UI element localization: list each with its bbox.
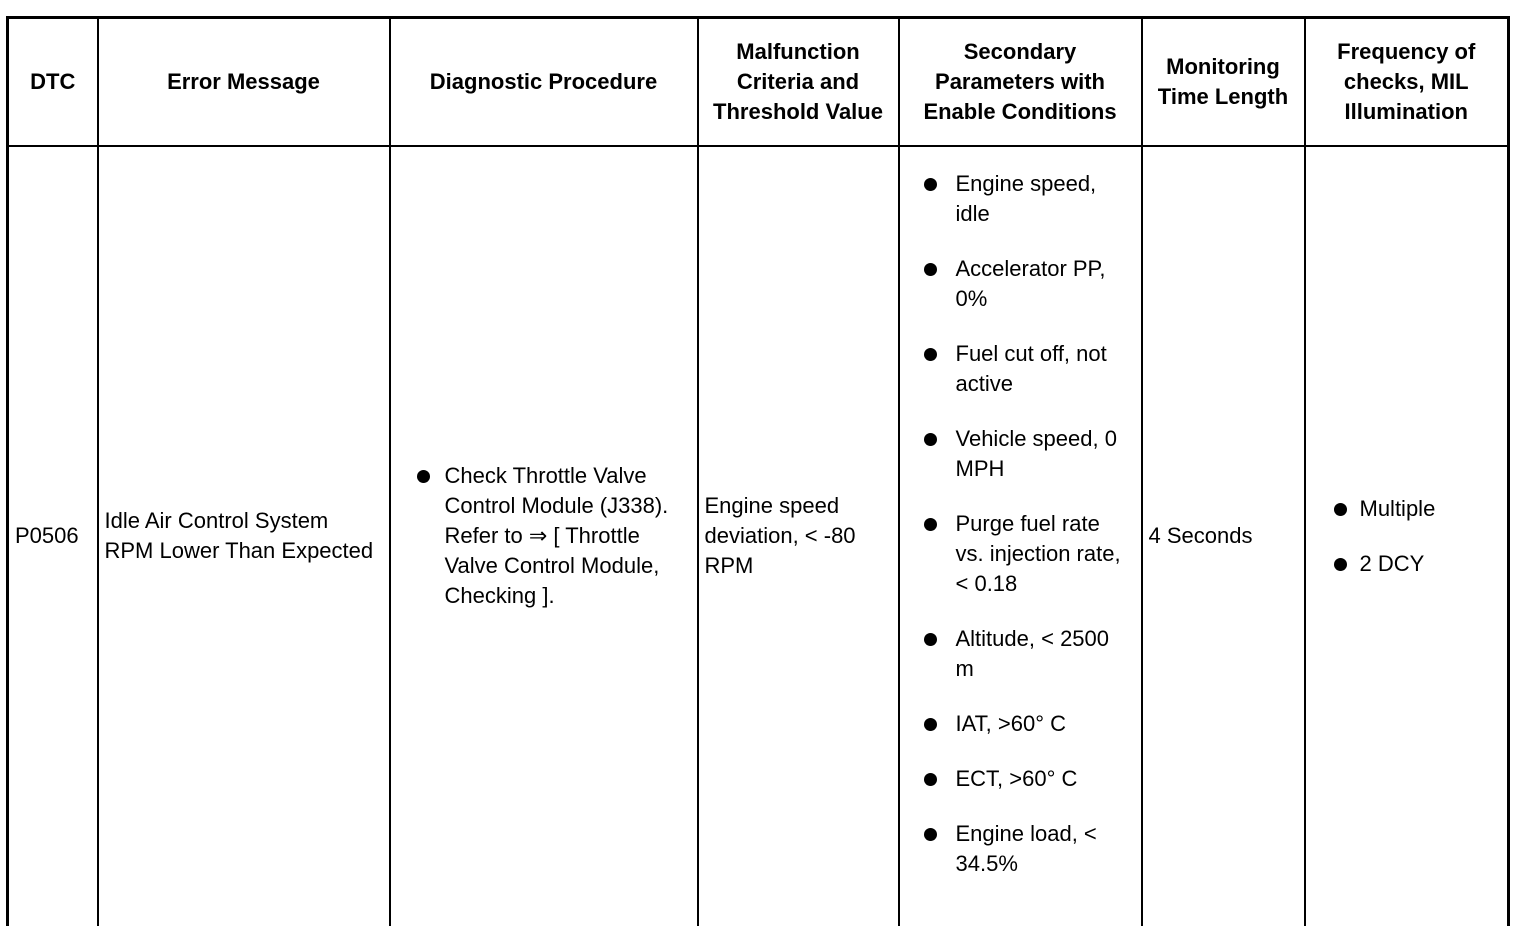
list-item: [397, 461, 691, 611]
list-item: [906, 424, 1135, 484]
header-frequency: Frequency of checks, MIL Illumination: [1305, 18, 1509, 146]
header-malfunction-criteria: Malfunction Criteria and Threshold Value: [698, 18, 899, 146]
bullet-icon: [417, 470, 430, 483]
list-item: [906, 709, 1135, 739]
list-item: [906, 169, 1135, 229]
error-message: Idle Air Control System RPM Lower Than Expected: [98, 146, 390, 926]
list-item: [906, 509, 1135, 599]
header-monitoring-time: Monitoring Time Length: [1142, 18, 1305, 146]
list-item: [906, 339, 1135, 399]
bullet-icon: [1334, 558, 1347, 571]
bullet-icon: [924, 518, 937, 531]
list-item: [1312, 494, 1502, 524]
parameter-text: Accelerator PP, 0%: [955, 255, 1106, 311]
parameter-text: ECT, >60° C: [955, 765, 1078, 791]
header-error-message: Error Message: [98, 18, 390, 146]
parameter-text: Altitude, < 2500 m: [955, 625, 1110, 681]
bullet-icon: [924, 263, 937, 276]
frequency-text: Multiple: [1359, 495, 1436, 521]
dtc-code: P0506: [8, 146, 98, 926]
list-item: [906, 254, 1135, 314]
procedure-list: [397, 461, 691, 611]
parameters-list: [906, 169, 1135, 879]
bullet-icon: [924, 773, 937, 786]
header-diagnostic-procedure: Diagnostic Procedure: [390, 18, 698, 146]
secondary-parameters-cell: [899, 146, 1142, 926]
malfunction-criteria: Engine speed deviation, < -80 RPM: [698, 146, 899, 926]
list-item: [906, 819, 1135, 879]
list-item: [906, 764, 1135, 794]
bullet-icon: [924, 348, 937, 361]
procedure-text: Check Throttle Valve Control Module (J338). Refer to ⇒ [ Throttle Valve Control Module, Checking ].: [444, 463, 669, 608]
parameter-text: Vehicle speed, 0 MPH: [955, 425, 1117, 481]
frequency-text: 2 DCY: [1359, 550, 1425, 576]
header-row: [8, 18, 1509, 146]
list-item: [906, 624, 1135, 684]
bullet-icon: [924, 828, 937, 841]
bullet-icon: [924, 633, 937, 646]
bullet-icon: [1334, 503, 1347, 516]
dtc-table: [6, 16, 1510, 926]
parameter-text: Fuel cut off, not active: [955, 340, 1107, 396]
frequency-cell: [1305, 146, 1509, 926]
diagnostic-procedure-cell: [390, 146, 698, 926]
parameter-text: Engine load, < 34.5%: [955, 820, 1097, 876]
list-item: [1312, 549, 1502, 579]
header-dtc: DTC: [8, 18, 98, 146]
parameter-text: Engine speed, idle: [955, 170, 1097, 226]
bullet-icon: [924, 718, 937, 731]
frequency-list: [1312, 494, 1502, 579]
header-secondary-parameters: Secondary Parameters with Enable Conditions: [899, 18, 1142, 146]
bullet-icon: [924, 178, 937, 191]
table-row: [8, 146, 1509, 926]
bullet-icon: [924, 433, 937, 446]
monitoring-time: 4 Seconds: [1142, 146, 1305, 926]
parameter-text: Purge fuel rate vs. injection rate, < 0.18: [955, 510, 1121, 596]
parameter-text: IAT, >60° C: [955, 710, 1066, 736]
